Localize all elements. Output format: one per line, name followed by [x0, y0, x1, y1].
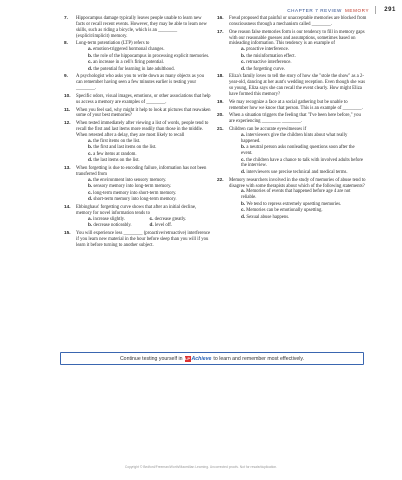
- option-letter: c.: [241, 60, 245, 66]
- option-letter: c.: [88, 60, 92, 66]
- answer-option: [88, 223, 150, 229]
- question-number: 8.: [64, 41, 68, 47]
- chapter-label: CHAPTER 7 REVIEW: [287, 7, 342, 13]
- topic-label: MEMORY: [344, 7, 370, 13]
- question-number: 21.: [217, 127, 224, 133]
- question-text: Specific odors, visual images, emotions, or other associations that help us access a memory are examples of ________.: [76, 93, 211, 105]
- question-text: When tested immediately after viewing a list of words, people tend to recall the first and last items more readily than those in the middle. When retested after a delay, they are most likely to recall: [76, 121, 209, 138]
- answer-option: [88, 197, 211, 203]
- option-letter: a.: [241, 47, 245, 53]
- question-item: [64, 41, 211, 72]
- answer-option: [241, 145, 367, 157]
- question-item: [217, 113, 367, 125]
- answer-option: [88, 47, 211, 53]
- continue-testing-banner[interactable]: [60, 352, 364, 365]
- option-letter: b.: [88, 145, 93, 151]
- option-text: the misinformation effect.: [246, 53, 296, 59]
- answer-option: [150, 223, 212, 229]
- answer-option: [241, 158, 367, 170]
- question-text: Memory researchers involved in the study of memories of abuse tend to disagree with some therapists about which of the following statements?: [229, 177, 366, 189]
- question-text: A psychologist who asks you to write down as many objects as you can remember having seen a few minutes earlier is testing your ________.: [76, 74, 204, 92]
- answer-options: [76, 139, 211, 164]
- question-number: 10.: [64, 93, 71, 99]
- option-text: the environment into sensory memory.: [93, 177, 167, 183]
- question-number: 15.: [64, 231, 71, 237]
- answer-option: [241, 60, 367, 66]
- option-text: a neutral person asks nonleading questions soon after the event.: [241, 145, 355, 157]
- copyright-footer: Copyright © Bedford/Freeman/Worth/Macmillan Learning. Uncorrected proofs. Not for resale/duplication.: [124, 465, 278, 469]
- option-letter: d.: [88, 196, 93, 202]
- question-item: [64, 16, 211, 39]
- option-text: level off.: [154, 222, 172, 228]
- answer-option: [241, 215, 367, 221]
- answer-option: [241, 170, 367, 176]
- option-text: the forgetting curve.: [246, 66, 285, 72]
- achieve-logo-icon: LP: [184, 356, 191, 361]
- question-text: One reason false memories form is our tendency to fill in memory gaps with our reasonable guesses and assumptions, sometimes based on misleading information. This tendency is an example of: [229, 29, 365, 47]
- answer-option: [88, 217, 150, 223]
- option-letter: b.: [88, 53, 93, 59]
- option-text: We tend to repress extremely upsetting memories.: [246, 201, 342, 207]
- question-number: 9.: [64, 74, 68, 80]
- option-text: increase slightly.: [93, 216, 126, 222]
- option-text: the role of the hippocampus in processing explicit memories.: [93, 53, 210, 59]
- answer-option: [150, 217, 212, 223]
- cta-text-before: Continue testing yourself in: [119, 355, 183, 362]
- achieve-brand-text: Achieve: [191, 355, 212, 362]
- answer-option: [88, 191, 211, 197]
- option-text: the children have a chance to talk with involved adults before the interview.: [241, 157, 364, 169]
- question-item: [217, 16, 367, 28]
- option-letter: d.: [241, 66, 246, 72]
- question-text: We may recognize a face at a social gathering but be unable to remember how we know that person. This is an example of ________.: [229, 99, 363, 111]
- answer-option: [88, 60, 211, 66]
- option-text: the potential for learning in late adulthood.: [93, 66, 175, 72]
- option-text: proactive interference.: [246, 47, 289, 53]
- question-text: When forgetting is due to encoding failure, information has not been transferred from: [76, 165, 207, 177]
- option-text: Sexual abuse happens.: [246, 214, 290, 220]
- question-number: 14.: [64, 204, 71, 210]
- answer-option: [241, 202, 367, 208]
- right-question-column: [217, 16, 367, 222]
- option-letter: b.: [241, 145, 246, 151]
- option-letter: d.: [241, 214, 246, 220]
- question-item: [64, 74, 211, 92]
- answer-option: [88, 67, 211, 73]
- option-letter: a.: [88, 47, 92, 53]
- answer-option: [241, 47, 367, 53]
- option-text: emotion-triggered hormonal changes.: [93, 47, 165, 53]
- question-number: 20.: [217, 113, 224, 119]
- answer-option: [241, 54, 367, 60]
- option-letter: d.: [241, 169, 246, 175]
- answer-option: [241, 208, 367, 214]
- answer-option: [241, 67, 367, 73]
- question-number: 13.: [64, 165, 71, 171]
- answer-options: [229, 133, 367, 176]
- question-item: [217, 127, 367, 176]
- question-item: [217, 178, 367, 221]
- question-number: 12.: [64, 121, 71, 127]
- question-text: Hippocampus damage typically leaves people unable to learn new facts or recall recent events. However, they may be able to learn new skills, such as riding a bicycle, which is an ________ (explicit/implicit) memory.: [76, 16, 207, 39]
- answer-option: [88, 139, 211, 145]
- option-letter: d.: [149, 222, 154, 228]
- option-text: short-term memory into long-term memory.: [93, 196, 177, 202]
- option-letter: b.: [241, 53, 246, 59]
- answer-options: [76, 178, 211, 203]
- answer-option: [88, 178, 211, 184]
- question-text: Ebbinghaus' forgetting curve shows that after an initial decline, memory for novel information tends to: [76, 204, 197, 216]
- answer-option: [241, 189, 367, 201]
- question-number: 11.: [64, 107, 71, 113]
- question-item: [64, 231, 211, 249]
- answer-options: [76, 217, 211, 230]
- question-item: [64, 108, 211, 120]
- option-text: sensory memory into long-term memory.: [93, 184, 172, 190]
- question-item: [64, 94, 211, 106]
- option-letter: a.: [88, 138, 92, 144]
- option-text: long-term memory into short-term memory.: [93, 190, 177, 196]
- option-letter: c.: [88, 151, 92, 157]
- question-number: 17.: [217, 29, 224, 35]
- option-text: decrease noticeably.: [93, 222, 132, 228]
- option-letter: a.: [88, 216, 92, 222]
- page-header: [287, 6, 396, 14]
- option-text: an increase in a cell's firing potential.: [93, 60, 165, 66]
- question-text: When you feel sad, why might it help to look at pictures that reawaken some of your best memories?: [76, 107, 211, 119]
- answer-option: [88, 145, 211, 151]
- answer-options: [229, 47, 367, 72]
- question-number: 22.: [217, 177, 224, 183]
- option-text: interviewers give the children hints about what really happened.: [241, 132, 348, 144]
- question-text: Long-term potentiation (LTP) refers to: [76, 41, 150, 47]
- option-letter: d.: [88, 66, 93, 72]
- option-text: Memories can be emotionally upsetting.: [246, 208, 323, 214]
- option-letter: b.: [88, 184, 93, 190]
- option-letter: c.: [241, 157, 245, 163]
- question-number: 19.: [217, 99, 224, 105]
- option-letter: a.: [241, 132, 245, 138]
- question-item: [217, 74, 367, 97]
- question-item: [64, 166, 211, 203]
- question-item: [217, 30, 367, 73]
- page-number: 291: [384, 7, 396, 13]
- option-text: the last items on the list.: [93, 158, 140, 164]
- answer-option: [88, 152, 211, 158]
- answer-option: [88, 158, 211, 164]
- answer-option: [88, 184, 211, 190]
- option-text: Memories of events that happened before age 4 are not reliable.: [241, 189, 351, 201]
- question-item: [64, 205, 211, 230]
- question-item: [217, 100, 367, 112]
- option-text: decrease greatly.: [154, 216, 187, 222]
- question-text: Children can be accurate eyewitnesses if: [229, 127, 307, 133]
- answer-option: [88, 54, 211, 60]
- question-text: You will experience less ________ (proactive/retroactive) interference if you learn new material in the hour before sleep than you will if you learn it before turning to another subject.: [76, 231, 211, 249]
- cta-text-after: to learn and remember most effectively.: [213, 355, 305, 362]
- answer-option: [241, 133, 367, 145]
- option-text: retroactive interference.: [246, 60, 292, 66]
- question-text: Eliza's family loves to tell the story of how she "stole the show" as a 2-year-old, dancing at her aunt's wedding reception. Even though she was so young, Eliza says she can recall the event clearly. How might Eliza have formed this memory?: [229, 74, 366, 97]
- option-text: the first items on the list.: [93, 138, 141, 144]
- option-text: interviewers use precise technical and medical terms.: [246, 169, 348, 175]
- header-divider: [375, 6, 376, 14]
- option-letter: c.: [88, 190, 92, 196]
- option-letter: b.: [241, 201, 246, 207]
- question-number: 18.: [217, 74, 224, 80]
- question-number: 16.: [217, 16, 224, 21]
- answer-options: [229, 189, 367, 220]
- question-text: Freud proposed that painful or unacceptable memories are blocked from consciousness through a mechanism called ________.: [229, 16, 367, 27]
- question-number: 7.: [64, 16, 68, 21]
- question-item: [64, 121, 211, 164]
- option-text: the first and last items on the list.: [93, 145, 157, 151]
- left-question-column: [64, 16, 211, 251]
- question-text: When a situation triggers the feeling that "I've been here before," you are experiencing ________ ________.: [229, 113, 361, 125]
- option-letter: c.: [149, 216, 154, 222]
- answer-options: [76, 47, 211, 72]
- option-letter: a.: [241, 189, 245, 195]
- option-letter: a.: [88, 177, 92, 183]
- option-letter: d.: [88, 158, 93, 164]
- option-text: a few items at random.: [93, 151, 137, 157]
- achieve-logo[interactable]: [185, 356, 212, 362]
- option-letter: b.: [88, 222, 93, 228]
- option-letter: c.: [241, 208, 245, 214]
